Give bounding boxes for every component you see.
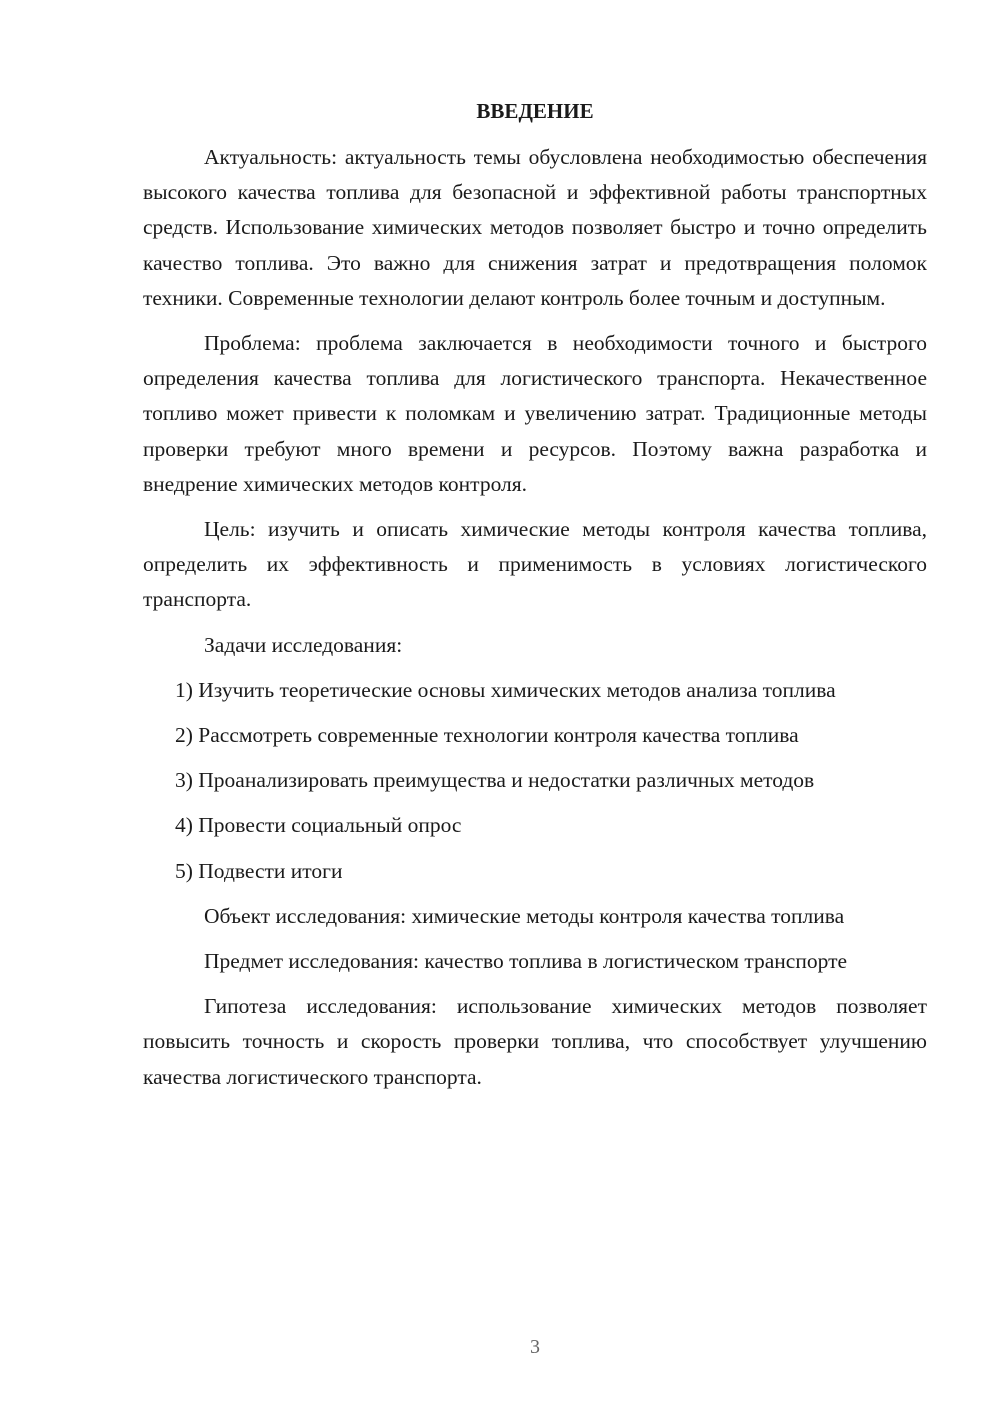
paragraph-hypothesis: Гипотеза исследования: использование химических методов позволяет повысить точность и скорость проверки топлива, что способствует улучшению качества логистического транспорта. — [143, 994, 927, 1089]
paragraph-goal: Цель: изучить и описать химические методы контроля качества топлива, определить их эффективность и применимость в условиях логистического транспорта. — [143, 517, 927, 612]
paragraph-problem: Проблема: проблема заключается в необходимости точного и быстрого определения качества топлива для логистического транспорта. Некачественное топливо может привести к поломкам и увеличению затрат. Традиционные методы проверки требуют много времени и ресурсов. Поэтому важна разработка и внедрение химических методов контроля. — [143, 331, 927, 496]
paragraph-tasks-heading: Задачи исследования: — [204, 632, 403, 657]
paragraph-subject: Предмет исследования: качество топлива в логистическом транспорте — [204, 949, 848, 974]
page-number: 3 — [530, 1336, 540, 1358]
document-page — [143, 96, 927, 1105]
task-item-1: 1) Изучить теоретические основы химических методов анализа топлива — [175, 677, 836, 702]
task-item-2: 2) Рассмотреть современные технологии контроля качества топлива — [175, 723, 799, 748]
task-item-3: 3) Проанализировать преимущества и недостатки различных методов — [175, 768, 815, 793]
section-title: ВВЕДЕНИЕ — [476, 99, 594, 123]
paragraph-object: Объект исследования: химические методы контроля качества топлива — [204, 903, 845, 928]
paragraph-relevance: Актуальность: актуальность темы обусловлена необходимостью обеспечения высокого качества топлива для безопасной и эффективной работы транспортных средств. Использование химических методов позволяет быстро и точно определить качество топлива. Это важно для снижения затрат и предотвращения поломок техники. Современные технологии делают контроль более точным и доступным. — [143, 145, 927, 310]
task-item-4: 4) Провести социальный опрос — [175, 813, 462, 838]
task-item-5: 5) Подвести итоги — [175, 858, 343, 883]
